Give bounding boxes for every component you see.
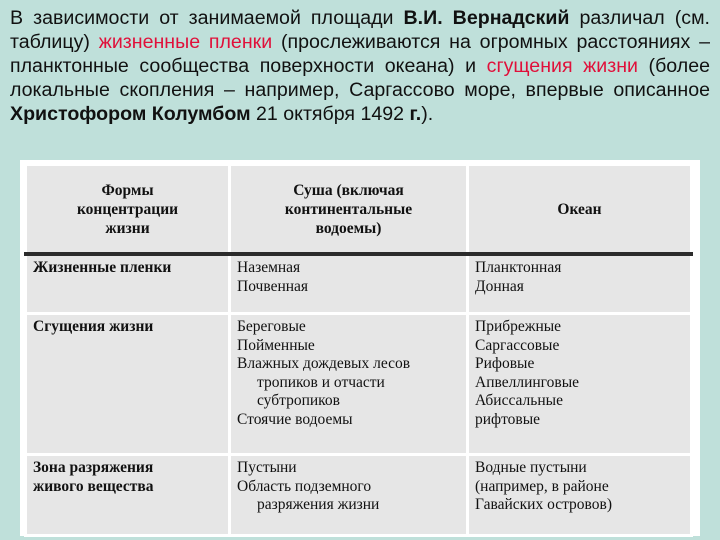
intro-paragraph — [10, 6, 710, 126]
year-abbr: г. — [409, 103, 422, 125]
term-life-films: жизненные пленки — [98, 31, 273, 53]
cell-line: Область подземного — [237, 477, 372, 495]
header-line: Формы — [101, 181, 154, 199]
header-line: водоемы) — [315, 219, 382, 237]
land-cell — [230, 254, 468, 314]
header-line: жизни — [105, 219, 150, 237]
land-cell — [230, 455, 468, 536]
intro-text: 21 октября 1492 — [250, 103, 410, 125]
life-concentration-table — [24, 163, 693, 537]
row-label — [26, 314, 230, 455]
cell-line: Рифовые — [475, 355, 535, 372]
intro-text: ). — [421, 103, 434, 125]
cell-line: Донная — [475, 277, 524, 295]
cell-line: Стоячие водоемы — [237, 410, 353, 428]
cell-line: субтропиков — [257, 392, 340, 409]
header-line: континентальные — [284, 200, 413, 218]
ocean-cell — [468, 314, 692, 455]
header-line: Суша (включая — [293, 181, 404, 199]
table-row — [26, 254, 692, 314]
ocean-cell — [468, 254, 692, 314]
ocean-cell — [468, 455, 692, 536]
land-cell — [230, 314, 468, 455]
cell-line: рифтовые — [475, 410, 541, 428]
cell-line: Зона разряжения — [33, 459, 154, 476]
columbus-name: Христофором Колумбом — [10, 103, 251, 125]
header-line: Океан — [557, 200, 602, 218]
cell-line: разряжения жизни — [257, 496, 380, 513]
header-line: концентрации — [76, 200, 179, 218]
cell-line: Почвенная — [237, 277, 309, 295]
cell-line: (например, в районе — [475, 477, 609, 495]
cell-line: Пустыни — [237, 459, 297, 476]
cell-line: Влажных дождевых лесов — [237, 355, 411, 372]
cell-line: Пойменные — [237, 336, 315, 354]
intro-text: (прослеживаются на огромных расстояниях – планктонные сообщества поверхности океана) и — [10, 31, 710, 77]
table-row — [26, 314, 692, 455]
intro-text: (более локальные скопления – например, Саргассово море, впервые описанное — [10, 55, 711, 101]
cell-line: Береговые — [237, 318, 306, 335]
cell-line: Сгущения жизни — [33, 318, 154, 335]
cell-line: тропиков и отчасти — [257, 373, 385, 391]
header-ocean — [468, 165, 692, 255]
cell-line: Водные пустыни — [475, 459, 587, 476]
row-label — [26, 455, 230, 536]
header-forms — [26, 165, 230, 255]
cell-line: Абиссальные — [475, 392, 563, 409]
cell-line: Саргассовые — [475, 336, 560, 354]
row-label — [26, 254, 230, 314]
cell-line: живого вещества — [33, 477, 154, 495]
term-life-condensations: сгущения жизни — [486, 55, 638, 77]
intro-text: В зависимости от занимаемой площади — [10, 7, 404, 29]
cell-line: Прибрежные — [475, 318, 562, 335]
cell-line: Гавайских островов) — [475, 496, 612, 513]
table-row — [26, 455, 692, 536]
table-header-row — [26, 165, 692, 255]
intro-text: различал (см. таблицу) — [10, 7, 710, 53]
header-land — [230, 165, 468, 255]
cell-line: Наземная — [237, 259, 301, 276]
cell-line: Планктонная — [475, 259, 562, 276]
table-frame — [20, 160, 700, 536]
cell-line: Жизненные пленки — [33, 259, 172, 276]
cell-line: Апвеллинговые — [475, 373, 579, 391]
author-name: В.И. Вернадский — [403, 7, 570, 29]
